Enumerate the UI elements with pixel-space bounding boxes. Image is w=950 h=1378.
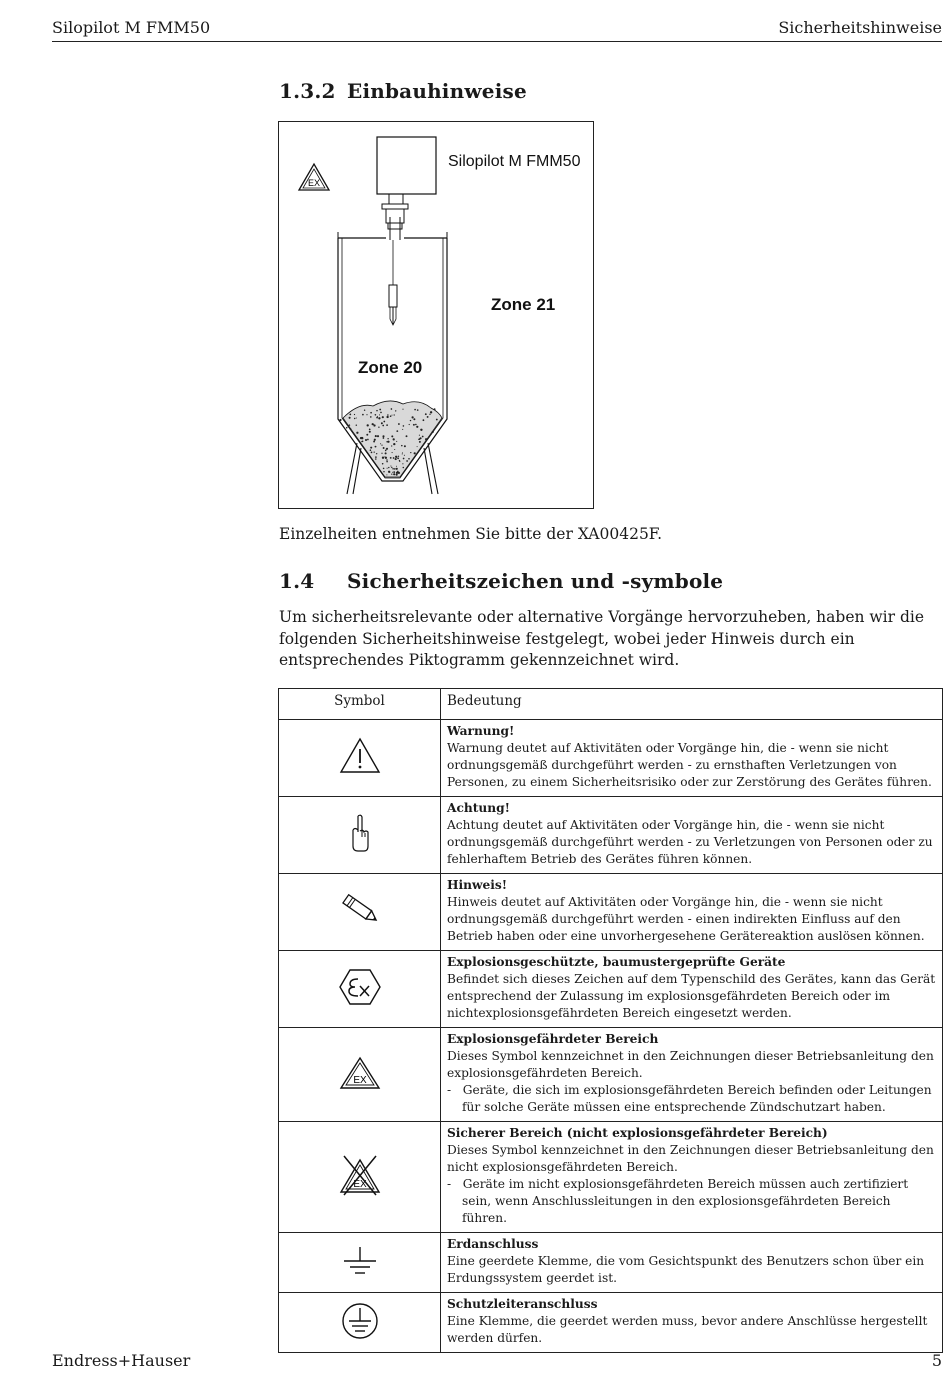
row-body: Warnung deutet auf Aktivitäten oder Vorgänge hin, die - wenn sie nicht ordnungsgemäß durchgeführt werden - zu ernsthaften Verletzungen von Personen, zu einem Sicherheitsrisiko oder zur Zerstörung des Gerätes führen. bbox=[447, 741, 932, 789]
ex-hexagon-icon bbox=[338, 967, 382, 1007]
installation-figure bbox=[278, 121, 594, 509]
intro-paragraph: Um sicherheitsrelevante oder alternative Vorgänge hervorzuheben, haben wir die folgenden Sicherheitshinweise festgelegt, wobei jeder Hinweis durch ein entsprechendes Piktogramm gekennzeichnet wird. bbox=[279, 608, 925, 669]
bullet-marker: - bbox=[447, 1083, 452, 1097]
footer-brand: Endress+Hauser bbox=[52, 1351, 191, 1370]
bullet-text: Geräte im nicht explosionsgefährdeten Bereich müssen auch zertifiziert sein, wenn Anschlussleitungen in den explosionsgefährdeten Bereich führen. bbox=[462, 1177, 909, 1225]
row-title: Achtung! bbox=[447, 801, 510, 815]
sensing-weight bbox=[389, 285, 397, 307]
row-title: Sicherer Bereich (nicht explosionsgefährdeter Bereich) bbox=[447, 1126, 828, 1140]
pointing-hand-icon bbox=[345, 813, 375, 853]
section-number: 1.3.2 bbox=[279, 79, 336, 103]
row-bullet bbox=[447, 1082, 936, 1116]
bullet-marker: - bbox=[447, 1177, 452, 1191]
row-body: Achtung deutet auf Aktivitäten oder Vorgänge hin, die - wenn sie nicht ordnungsgemäß durchgeführt werden - zu Verletzungen von Personen oder zu fehlerhaftem Betrieb des Gerätes führen können. bbox=[447, 818, 933, 866]
symbol-table bbox=[278, 688, 943, 1353]
pencil-icon bbox=[338, 892, 382, 928]
row-title: Explosionsgefährdeter Bereich bbox=[447, 1032, 659, 1046]
silo-drawing bbox=[279, 122, 595, 510]
device-label: Silopilot M FMM50 bbox=[448, 153, 581, 170]
header-title: Silopilot M FMM50 bbox=[52, 18, 211, 37]
table-row bbox=[279, 874, 943, 951]
protective-earth-icon bbox=[340, 1301, 380, 1341]
ex-mark: EX bbox=[352, 1074, 367, 1086]
device-housing bbox=[377, 137, 436, 194]
figure-caption: Einzelheiten entnehmen Sie bitte der XA00425F. bbox=[279, 525, 663, 543]
row-body: Eine geerdete Klemme, die vom Gesichtspunkt des Benutzers schon über ein Erdungssystem geerdet ist. bbox=[447, 1254, 925, 1285]
ex-mark: EX bbox=[352, 1179, 367, 1190]
table-row bbox=[279, 720, 943, 797]
table-row bbox=[279, 1028, 943, 1122]
row-body: Dieses Symbol kennzeichnet in den Zeichnungen dieser Betriebsanleitung den explosionsgefährdeten Bereich. bbox=[447, 1049, 934, 1080]
table-row bbox=[279, 951, 943, 1028]
ex-crossed-triangle-icon bbox=[338, 1153, 382, 1197]
table-row bbox=[279, 1122, 943, 1233]
section-title: Einbauhinweise bbox=[347, 79, 527, 103]
row-body: Dieses Symbol kennzeichnet in den Zeichnungen dieser Betriebsanleitung den nicht explosionsgefährdeten Bereich. bbox=[447, 1143, 934, 1174]
section-heading-sicherheitszeichen bbox=[279, 569, 723, 593]
header-rule bbox=[52, 41, 942, 42]
table-header-row bbox=[279, 689, 943, 720]
row-title: Explosionsgeschützte, baumustergeprüfte Geräte bbox=[447, 955, 786, 969]
zone-20-label: Zone 20 bbox=[358, 358, 423, 377]
row-title: Erdanschluss bbox=[447, 1237, 539, 1251]
row-body: Befindet sich dieses Zeichen auf dem Typenschild des Gerätes, kann das Gerät entsprechend der Zulassung im explosionsgefährdeten Bereich oder im nichtexplosionsgefährdeten Bereich eingesetzt werden. bbox=[447, 972, 936, 1020]
column-header-meaning: Bedeutung bbox=[441, 689, 943, 720]
section-number: 1.4 bbox=[279, 569, 315, 593]
section-heading-einbauhinweise bbox=[279, 79, 527, 103]
table-row bbox=[279, 1233, 943, 1293]
ex-triangle-icon bbox=[299, 164, 329, 190]
zone-21-label: Zone 21 bbox=[491, 295, 556, 314]
row-bullet bbox=[447, 1176, 936, 1227]
ground-icon bbox=[340, 1245, 380, 1277]
page-number: 5 bbox=[931, 1351, 942, 1370]
ex-mark: EX bbox=[307, 178, 321, 188]
table-row bbox=[279, 797, 943, 874]
bullet-text: Geräte, die sich im explosionsgefährdeten Bereich befinden oder Leitungen für solche Geräte müssen eine entsprechende Zündschutzart haben. bbox=[462, 1083, 932, 1114]
header-section: Sicherheitshinweise bbox=[778, 18, 942, 37]
row-title: Warnung! bbox=[447, 724, 515, 738]
row-title: Hinweis! bbox=[447, 878, 508, 892]
row-title: Schutzleiteranschluss bbox=[447, 1297, 598, 1311]
row-body: Hinweis deutet auf Aktivitäten oder Vorgänge hin, die - wenn sie nicht ordnungsgemäß durchgeführt werden - einen indirekten Einfluss auf den Betrieb haben oder eine unvorhergesehene Gerätereaktion auslösen können. bbox=[447, 895, 925, 943]
column-header-symbol: Symbol bbox=[279, 689, 441, 720]
table-row bbox=[279, 1293, 943, 1353]
row-body: Eine Klemme, die geerdet werden muss, bevor andere Anschlüsse hergestellt werden dürfen. bbox=[447, 1314, 928, 1345]
ex-triangle-icon bbox=[338, 1055, 382, 1091]
warning-triangle-icon bbox=[338, 736, 382, 776]
section-title: Sicherheitszeichen und -symbole bbox=[347, 569, 724, 593]
